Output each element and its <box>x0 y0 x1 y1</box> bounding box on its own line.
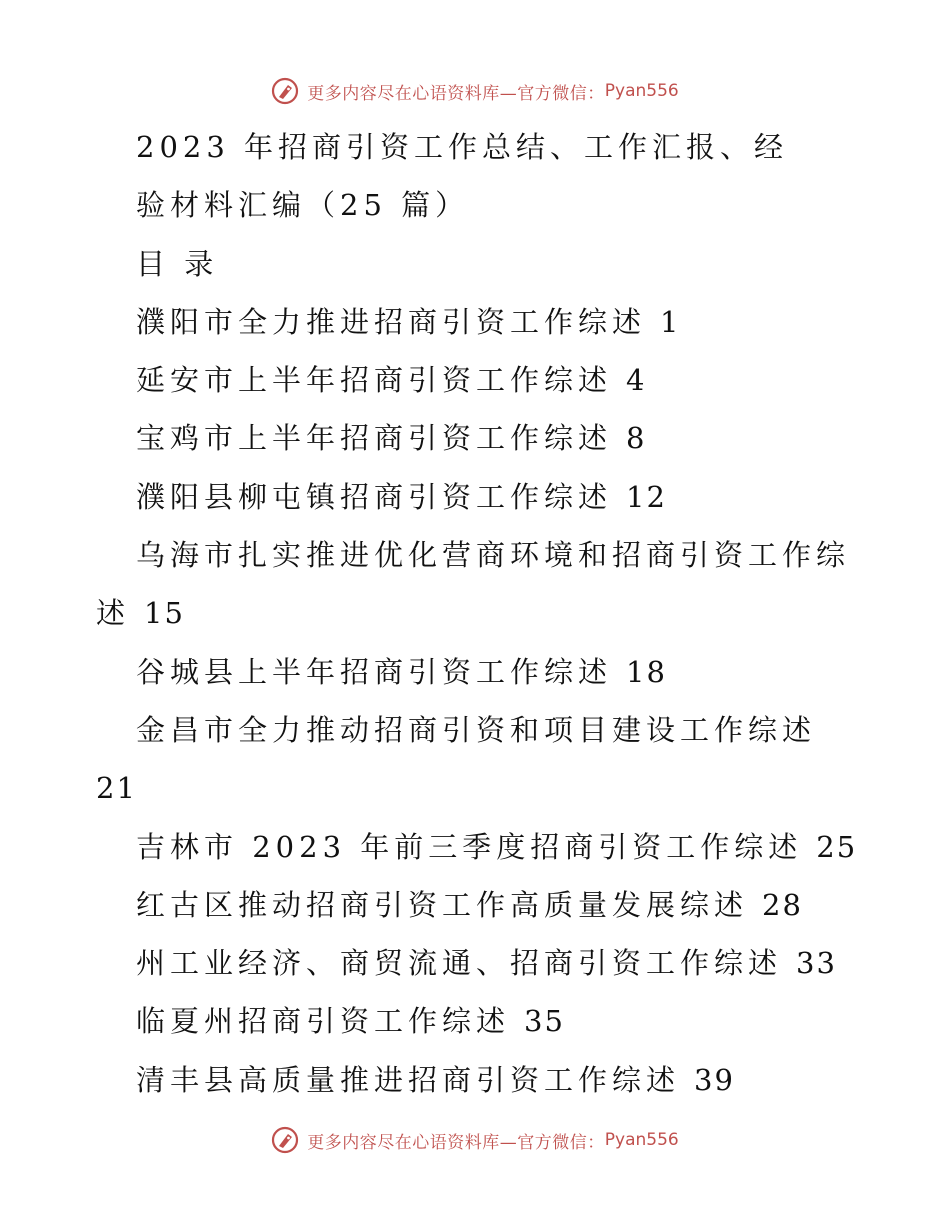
toc-entry[interactable] <box>0 701 950 759</box>
pen-nib-circle-icon <box>271 77 299 105</box>
toc-entry-title: 宝鸡市上半年招商引资工作综述 <box>136 421 613 456</box>
toc-entry[interactable] <box>0 1051 950 1109</box>
toc-entry-title: 吉林市 2023 年前三季度招商引资工作综述 <box>136 829 803 864</box>
toc-entry-page: 8 <box>626 421 647 456</box>
toc-entry-page: 35 <box>524 1004 565 1039</box>
toc-entry[interactable] <box>0 351 950 409</box>
toc-entry[interactable] <box>0 992 950 1050</box>
watermark-handle: Pyan556 <box>604 1130 679 1150</box>
toc-entry-page: 21 <box>96 771 137 806</box>
toc-entry[interactable] <box>0 818 950 876</box>
toc-entry-page: 15 <box>144 596 185 631</box>
toc-entry-title: 延安市上半年招商引资工作综述 <box>136 363 613 398</box>
document-body <box>0 118 950 1109</box>
toc-entry[interactable] <box>0 876 950 934</box>
toc-entry-page: 1 <box>660 304 681 339</box>
toc-entry-title: 濮阳县柳屯镇招商引资工作综述 <box>136 479 613 514</box>
toc-entry[interactable] <box>0 643 950 701</box>
toc-entry-page: 12 <box>626 479 667 514</box>
watermark-handle: Pyan556 <box>604 81 679 101</box>
toc-entry-title: 谷城县上半年招商引资工作综述 <box>136 654 613 689</box>
toc-heading: 目 录 <box>136 246 219 281</box>
toc-entry-page: 25 <box>816 829 858 864</box>
toc-entry[interactable] <box>0 409 950 467</box>
toc-entry-continuation[interactable] <box>0 584 950 642</box>
toc-entry-page: 28 <box>762 887 803 922</box>
toc-entry-title: 州工业经济、商贸流通、招商引资工作综述 <box>136 946 783 981</box>
document-title-line-2: 验材料汇编（25 篇） <box>136 188 470 223</box>
toc-entry-page: 33 <box>796 946 837 981</box>
toc-entry-title: 金昌市全力推动招商引资和项目建设工作综述 <box>136 712 817 747</box>
toc-entry[interactable] <box>0 526 950 584</box>
toc-entry-title: 清丰县高质量推进招商引资工作综述 <box>136 1062 681 1097</box>
toc-entry[interactable] <box>0 468 950 526</box>
toc-entry-title: 红古区推动招商引资工作高质量发展综述 <box>136 887 749 922</box>
toc-entry-title-cont: 述 <box>96 596 131 631</box>
toc-entry[interactable] <box>0 934 950 992</box>
pen-nib-circle-icon <box>271 1126 299 1154</box>
toc-entry-title: 濮阳市全力推进招商引资工作综述 <box>136 304 647 339</box>
toc-entry[interactable] <box>0 293 950 351</box>
toc-entry-page: 39 <box>694 1062 735 1097</box>
toc-entry-page: 18 <box>626 654 667 689</box>
toc-entry-page: 4 <box>626 363 647 398</box>
toc-entry-title: 临夏州招商引资工作综述 <box>136 1004 511 1039</box>
watermark-text: 更多内容尽在心语资料库—官方微信： <box>307 83 605 104</box>
toc-entry-title: 乌海市扎实推进优化营商环境和招商引资工作综 <box>136 538 851 573</box>
header-watermark <box>0 74 950 108</box>
watermark-text: 更多内容尽在心语资料库—官方微信： <box>307 1132 605 1153</box>
footer-watermark <box>0 1123 950 1157</box>
document-title-line-1: 2023 年招商引资工作总结、工作汇报、经 <box>136 130 789 164</box>
toc-entry-continuation[interactable] <box>0 759 950 817</box>
